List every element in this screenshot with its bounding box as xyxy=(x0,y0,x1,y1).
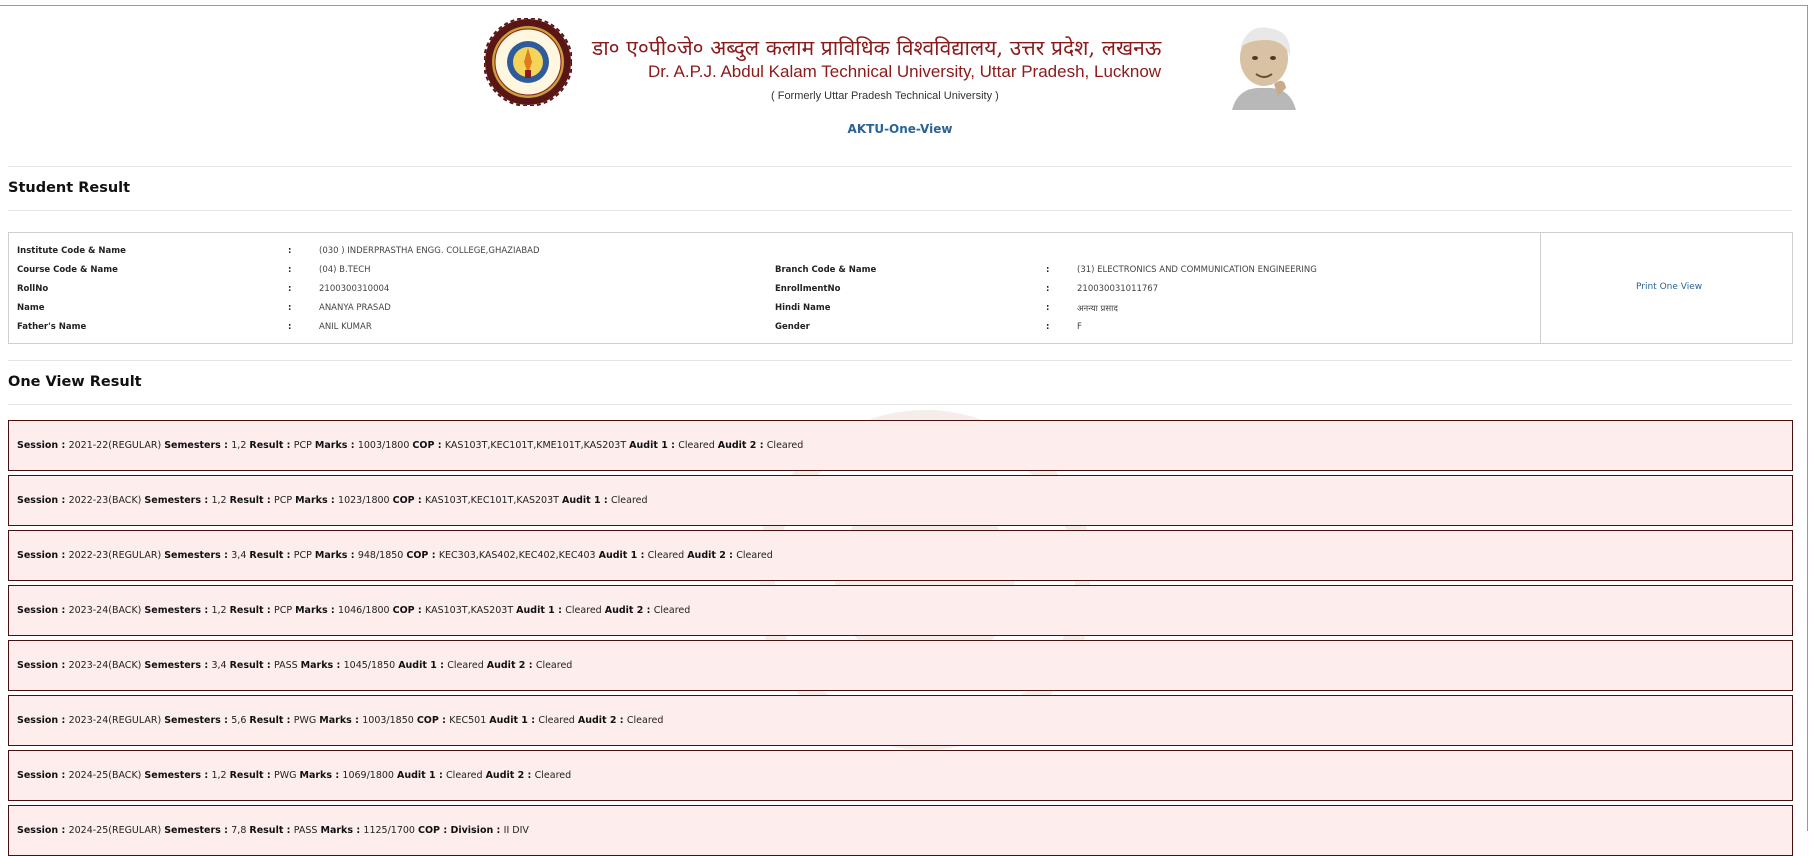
result-key-session: Session : xyxy=(17,495,69,506)
field-colon: : xyxy=(288,246,292,256)
result-value-result: PASS xyxy=(273,660,301,671)
field-label: RollNo xyxy=(17,284,49,294)
result-row[interactable] xyxy=(8,585,1793,636)
result-row[interactable] xyxy=(8,640,1793,691)
result-key-audit1: Audit 1 : xyxy=(397,770,447,781)
result-row[interactable] xyxy=(8,475,1793,526)
result-value-audit1: Cleared xyxy=(538,715,578,726)
field-value: (030 ) INDERPRASTHA ENGG. COLLEGE,GHAZIABAD xyxy=(319,246,540,256)
field-value: F xyxy=(1077,322,1082,332)
result-value-audit1: Cleared xyxy=(565,605,605,616)
result-value-cop: KEC303,KAS402,KEC402,KEC403 xyxy=(438,550,599,561)
result-key-marks: Marks : xyxy=(300,660,344,671)
university-title-english: Dr. A.P.J. Abdul Kalam Technical University, Uttar Pradesh, Lucknow xyxy=(648,62,1162,81)
result-key-audit2: Audit 2 : xyxy=(717,440,767,451)
result-row[interactable] xyxy=(8,750,1793,801)
result-key-audit2: Audit 2 : xyxy=(485,770,535,781)
field-colon: : xyxy=(1046,322,1050,332)
result-value-session: 2021-22(REGULAR) xyxy=(68,440,165,451)
result-key-audit2: Audit 2 : xyxy=(577,715,627,726)
result-value-session: 2024-25(BACK) xyxy=(68,770,145,781)
aktu-one-view-link[interactable]: AKTU-One-View xyxy=(847,122,953,136)
result-key-result: Result : xyxy=(249,715,294,726)
result-key-audit2: Audit 2 : xyxy=(604,605,654,616)
field-colon: : xyxy=(1046,284,1050,294)
result-key-audit2: Audit 2 : xyxy=(486,660,536,671)
result-value-semesters: 1,2 xyxy=(231,440,250,451)
result-key-marks: Marks : xyxy=(299,770,343,781)
result-value-division: II DIV xyxy=(503,825,529,836)
result-value-marks: 1023/1800 xyxy=(338,495,393,506)
result-value-audit1: Cleared xyxy=(611,495,648,506)
student-info-panel xyxy=(8,232,1793,344)
result-value-session: 2023-24(BACK) xyxy=(68,660,145,671)
result-value-audit2: Cleared xyxy=(626,715,664,726)
result-value-audit1: Cleared xyxy=(447,660,487,671)
result-value-result: PCP xyxy=(293,440,315,451)
result-row[interactable] xyxy=(8,530,1793,581)
result-value-cop: KAS103T,KEC101T,KAS203T xyxy=(425,495,562,506)
result-value-session: 2022-23(BACK) xyxy=(68,495,145,506)
result-value-semesters: 5,6 xyxy=(231,715,250,726)
field-value: (31) ELECTRONICS AND COMMUNICATION ENGINEERING xyxy=(1077,265,1317,275)
divider xyxy=(8,360,1792,361)
divider xyxy=(8,166,1792,167)
result-key-marks: Marks : xyxy=(314,550,358,561)
result-value-session: 2023-24(BACK) xyxy=(68,605,145,616)
result-key-audit1: Audit 1 : xyxy=(598,550,648,561)
result-key-marks: Marks : xyxy=(295,605,339,616)
result-key-semesters: Semesters : xyxy=(144,605,212,616)
result-value-marks: 1069/1800 xyxy=(342,770,397,781)
field-value: (04) B.TECH xyxy=(319,265,371,275)
student-result-title: Student Result xyxy=(8,180,131,196)
field-label: Institute Code & Name xyxy=(17,246,126,256)
result-key-audit2: Audit 2 : xyxy=(687,550,737,561)
result-key-division: Division : xyxy=(450,825,504,836)
one-view-result-title: One View Result xyxy=(8,374,142,390)
result-value-audit2: Cleared xyxy=(766,440,804,451)
result-row[interactable] xyxy=(8,420,1793,471)
result-value-audit2: Cleared xyxy=(535,660,573,671)
divider xyxy=(8,210,1792,211)
field-colon: : xyxy=(288,303,292,313)
result-key-cop: COP : xyxy=(392,495,426,506)
result-key-semesters: Semesters : xyxy=(164,825,232,836)
result-value-result: PWG xyxy=(293,715,320,726)
result-key-session: Session : xyxy=(17,770,69,781)
result-value-audit1: Cleared xyxy=(678,440,718,451)
result-value-marks: 1046/1800 xyxy=(338,605,393,616)
result-value-result: PCP xyxy=(293,550,315,561)
portrait-photo-icon xyxy=(1218,18,1310,110)
result-value-semesters: 3,4 xyxy=(231,550,250,561)
result-key-result: Result : xyxy=(229,495,274,506)
field-label: Branch Code & Name xyxy=(775,265,877,275)
field-label: EnrollmentNo xyxy=(775,284,841,294)
university-seal-icon xyxy=(484,18,572,106)
result-key-result: Result : xyxy=(229,660,274,671)
result-key-audit1: Audit 1 : xyxy=(489,715,539,726)
field-value: ANIL KUMAR xyxy=(319,322,372,332)
result-value-result: PASS xyxy=(293,825,321,836)
result-key-semesters: Semesters : xyxy=(144,495,212,506)
result-key-audit1: Audit 1 : xyxy=(516,605,566,616)
field-value: 2100300310004 xyxy=(319,284,390,294)
result-value-result: PCP xyxy=(273,495,296,506)
result-value-marks: 1045/1850 xyxy=(343,660,399,671)
result-value-marks: 1003/1850 xyxy=(362,715,417,726)
result-key-audit1: Audit 1 : xyxy=(629,440,679,451)
result-key-semesters: Semesters : xyxy=(164,440,232,451)
result-key-session: Session : xyxy=(17,715,69,726)
university-header xyxy=(0,14,1816,114)
result-key-semesters: Semesters : xyxy=(144,770,212,781)
result-value-cop: KAS103T,KAS203T xyxy=(425,605,517,616)
result-key-result: Result : xyxy=(249,550,294,561)
result-key-audit1: Audit 1 : xyxy=(561,495,612,506)
field-label: Name xyxy=(17,303,45,313)
result-key-audit1: Audit 1 : xyxy=(398,660,448,671)
result-key-marks: Marks : xyxy=(314,440,358,451)
result-value-semesters: 1,2 xyxy=(211,605,230,616)
result-key-cop: COP : xyxy=(406,550,439,561)
field-colon: : xyxy=(1046,265,1050,275)
print-one-view-link[interactable]: Print One View xyxy=(1636,282,1703,292)
result-key-semesters: Semesters : xyxy=(164,715,232,726)
result-key-session: Session : xyxy=(17,550,69,561)
result-key-result: Result : xyxy=(229,605,274,616)
result-value-marks: 1003/1800 xyxy=(357,440,413,451)
result-value-audit2: Cleared xyxy=(653,605,691,616)
field-value: 210030031011767 xyxy=(1077,284,1159,294)
result-key-semesters: Semesters : xyxy=(164,550,232,561)
field-label: Course Code & Name xyxy=(17,265,118,275)
result-key-marks: Marks : xyxy=(295,495,339,506)
field-label: Father's Name xyxy=(17,322,87,332)
result-value-cop: KEC501 xyxy=(449,715,490,726)
university-title-hindi: डा० ए०पी०जे० अब्दुल कलाम प्राविधिक विश्वविद्यालय, उत्तर प्रदेश, लखनऊ xyxy=(592,36,1162,60)
field-value: अनन्या प्रसाद xyxy=(1077,304,1118,314)
result-key-cop: COP : xyxy=(392,605,426,616)
field-label: Gender xyxy=(775,322,810,332)
result-key-marks: Marks : xyxy=(319,715,363,726)
field-colon: : xyxy=(288,322,292,332)
result-value-session: 2024-25(REGULAR) xyxy=(68,825,165,836)
field-colon: : xyxy=(1046,303,1050,313)
field-value: ANANYA PRASAD xyxy=(319,303,391,313)
field-colon: : xyxy=(288,265,292,275)
field-label: Hindi Name xyxy=(775,303,831,313)
result-value-semesters: 1,2 xyxy=(211,495,230,506)
result-key-marks: Marks : xyxy=(320,825,364,836)
field-colon: : xyxy=(288,284,292,294)
result-key-result: Result : xyxy=(229,770,274,781)
result-value-session: 2022-23(REGULAR) xyxy=(68,550,165,561)
result-key-session: Session : xyxy=(17,825,69,836)
result-value-semesters: 3,4 xyxy=(211,660,230,671)
result-value-marks: 1125/1700 xyxy=(363,825,418,836)
result-value-audit1: Cleared xyxy=(647,550,688,561)
result-value-semesters: 7,8 xyxy=(231,825,250,836)
result-key-session: Session : xyxy=(17,605,69,616)
result-value-cop: KAS103T,KEC101T,KME101T,KAS203T xyxy=(444,440,630,451)
result-key-cop: COP : xyxy=(418,825,451,836)
result-key-cop: COP : xyxy=(416,715,450,726)
result-key-cop: COP : xyxy=(412,440,445,451)
result-key-session: Session : xyxy=(17,660,69,671)
result-key-result: Result : xyxy=(249,440,294,451)
result-key-result: Result : xyxy=(249,825,294,836)
panel-divider xyxy=(1540,233,1541,343)
result-value-semesters: 1,2 xyxy=(211,770,230,781)
result-value-result: PCP xyxy=(273,605,296,616)
result-row[interactable] xyxy=(8,695,1793,746)
result-value-audit2: Cleared xyxy=(736,550,773,561)
result-value-audit1: Cleared xyxy=(446,770,486,781)
result-value-result: PWG xyxy=(273,770,300,781)
result-value-audit2: Cleared xyxy=(534,770,572,781)
result-value-marks: 948/1850 xyxy=(357,550,407,561)
result-value-session: 2023-24(REGULAR) xyxy=(68,715,165,726)
formerly-name: ( Formerly Uttar Pradesh Technical University ) xyxy=(771,90,999,102)
result-key-semesters: Semesters : xyxy=(144,660,212,671)
result-key-session: Session : xyxy=(17,440,69,451)
